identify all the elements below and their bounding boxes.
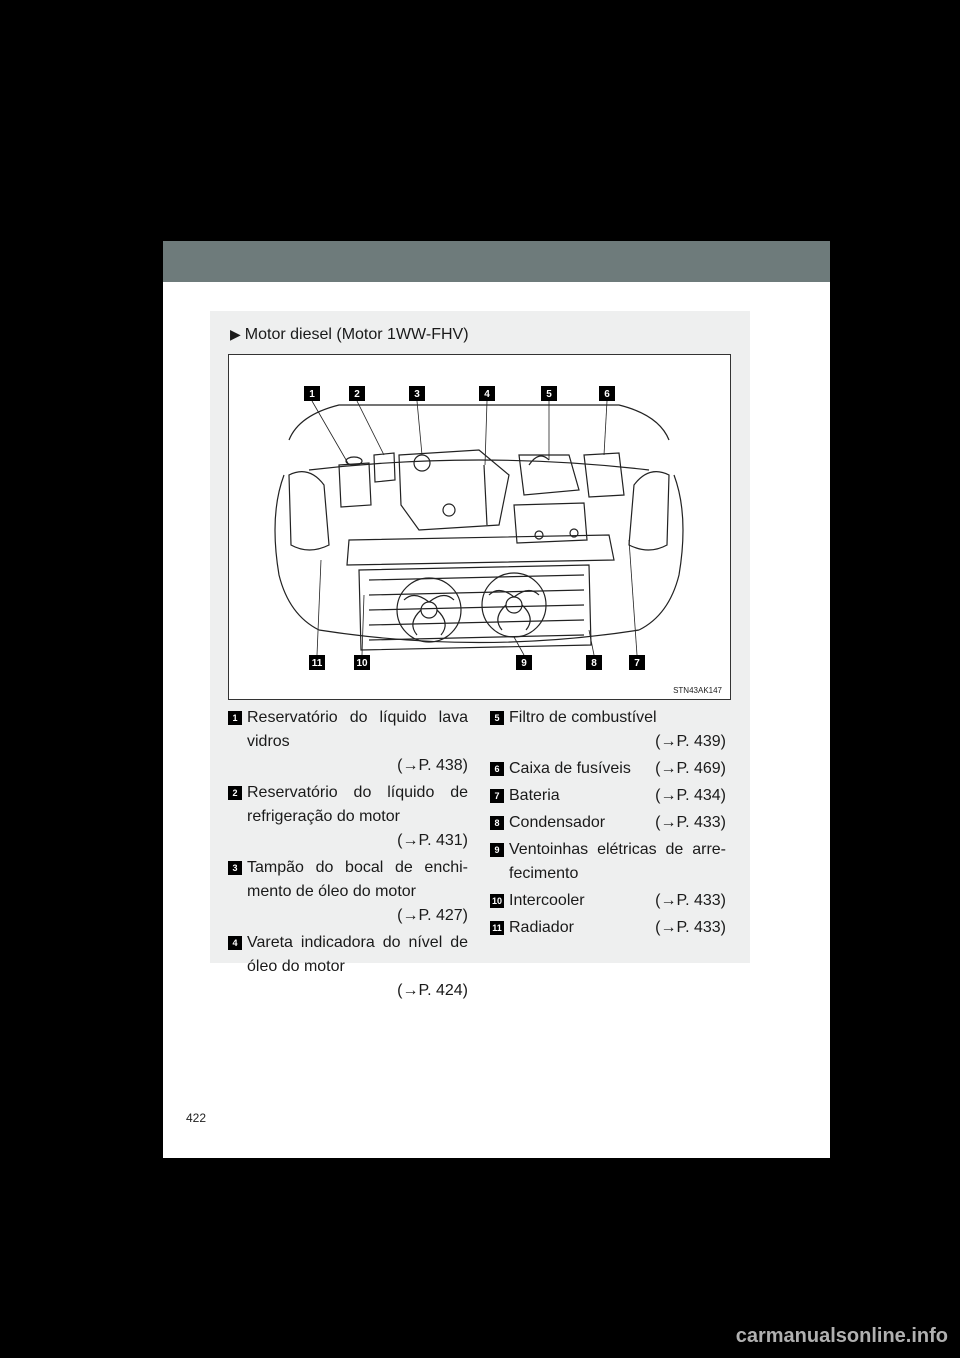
list-item xyxy=(228,931,468,1003)
item-number-badge: 7 xyxy=(490,789,504,803)
header-bar xyxy=(163,241,830,282)
callout-1 xyxy=(304,386,320,401)
item-page-ref: (→P. 427) xyxy=(397,907,468,924)
item-name: Ventoinhas elétricas de arre-fecimento xyxy=(509,841,726,882)
component-list-right xyxy=(490,706,726,943)
svg-text:1: 1 xyxy=(309,389,315,400)
item-page-ref: (→P. 438) xyxy=(397,757,468,774)
svg-text:3: 3 xyxy=(414,389,420,400)
callout-10 xyxy=(354,655,370,670)
section-title xyxy=(230,326,469,344)
callout-2 xyxy=(349,386,365,401)
svg-text:11: 11 xyxy=(311,658,323,669)
item-name: Vareta indicadora do nível de óleo do motor xyxy=(247,934,468,975)
list-item xyxy=(490,706,726,754)
item-page-ref: (→P. 433) xyxy=(655,919,726,936)
engine-illustration xyxy=(228,354,731,700)
svg-text:9: 9 xyxy=(521,658,527,669)
list-item xyxy=(490,784,726,808)
list-item xyxy=(490,757,726,781)
svg-text:4: 4 xyxy=(484,389,490,400)
item-page-ref: (→P. 433) xyxy=(655,892,726,909)
item-name: Radiador xyxy=(509,919,574,936)
item-name: Caixa de fusíveis xyxy=(509,760,631,777)
item-name: Reservatório do líquido lava vidros xyxy=(247,709,468,750)
callout-9 xyxy=(516,655,532,670)
svg-text:6: 6 xyxy=(604,389,610,400)
component-list-left xyxy=(228,706,468,1006)
svg-text:2: 2 xyxy=(354,389,360,400)
callout-8 xyxy=(586,655,602,670)
svg-text:10: 10 xyxy=(356,658,368,669)
svg-text:7: 7 xyxy=(634,658,640,669)
callout-4 xyxy=(479,386,495,401)
page-number: 422 xyxy=(186,1111,207,1125)
footer-watermark-link[interactable]: carmanualsonline.info xyxy=(735,1325,948,1347)
item-page-ref: (→P. 433) xyxy=(655,814,726,831)
figure-code: STN43AK147 xyxy=(673,686,722,695)
svg-text:5: 5 xyxy=(546,389,552,400)
svg-text:8: 8 xyxy=(591,658,597,669)
item-number-badge: 8 xyxy=(490,816,504,830)
item-name: Intercooler xyxy=(509,892,585,909)
item-number-badge: 4 xyxy=(228,936,242,950)
list-item xyxy=(228,706,468,778)
list-item xyxy=(490,889,726,913)
item-name: Bateria xyxy=(509,787,560,804)
callout-3 xyxy=(409,386,425,401)
section-title-text: Motor diesel (Motor 1WW-FHV) xyxy=(244,326,469,343)
item-number-badge: 11 xyxy=(490,921,504,935)
item-page-ref: (→P. 424) xyxy=(397,982,468,999)
manual-page xyxy=(163,241,830,1158)
item-number-badge: 1 xyxy=(228,711,242,725)
list-item xyxy=(228,781,468,853)
callout-7 xyxy=(629,655,645,670)
callout-6 xyxy=(599,386,615,401)
item-page-ref: (→P. 469) xyxy=(655,760,726,777)
item-page-ref: (→P. 439) xyxy=(655,733,726,750)
item-name: Condensador xyxy=(509,814,606,831)
content-panel xyxy=(210,311,750,999)
item-page-ref: (→P. 431) xyxy=(397,832,468,849)
engine-bay-drawing xyxy=(229,355,730,699)
list-item xyxy=(490,916,726,940)
callout-11 xyxy=(309,655,325,670)
item-number-badge: 6 xyxy=(490,762,504,776)
item-number-badge: 5 xyxy=(490,711,504,725)
item-number-badge: 2 xyxy=(228,786,242,800)
list-item xyxy=(228,856,468,928)
item-page-ref: (→P. 434) xyxy=(655,787,726,804)
triangle-bullet-icon: ▶ xyxy=(230,326,241,342)
item-name: Filtro de combustível xyxy=(509,709,657,726)
item-name: Tampão do bocal de enchi-mento de óleo do motor xyxy=(247,859,468,900)
callout-5 xyxy=(541,386,557,401)
item-number-badge: 10 xyxy=(491,896,502,906)
item-number-badge: 9 xyxy=(490,843,504,857)
list-item xyxy=(490,811,726,835)
list-item xyxy=(490,838,726,886)
item-number-badge: 3 xyxy=(228,861,242,875)
item-name: Reservatório do líquido de refrigeração do motor xyxy=(247,784,468,825)
